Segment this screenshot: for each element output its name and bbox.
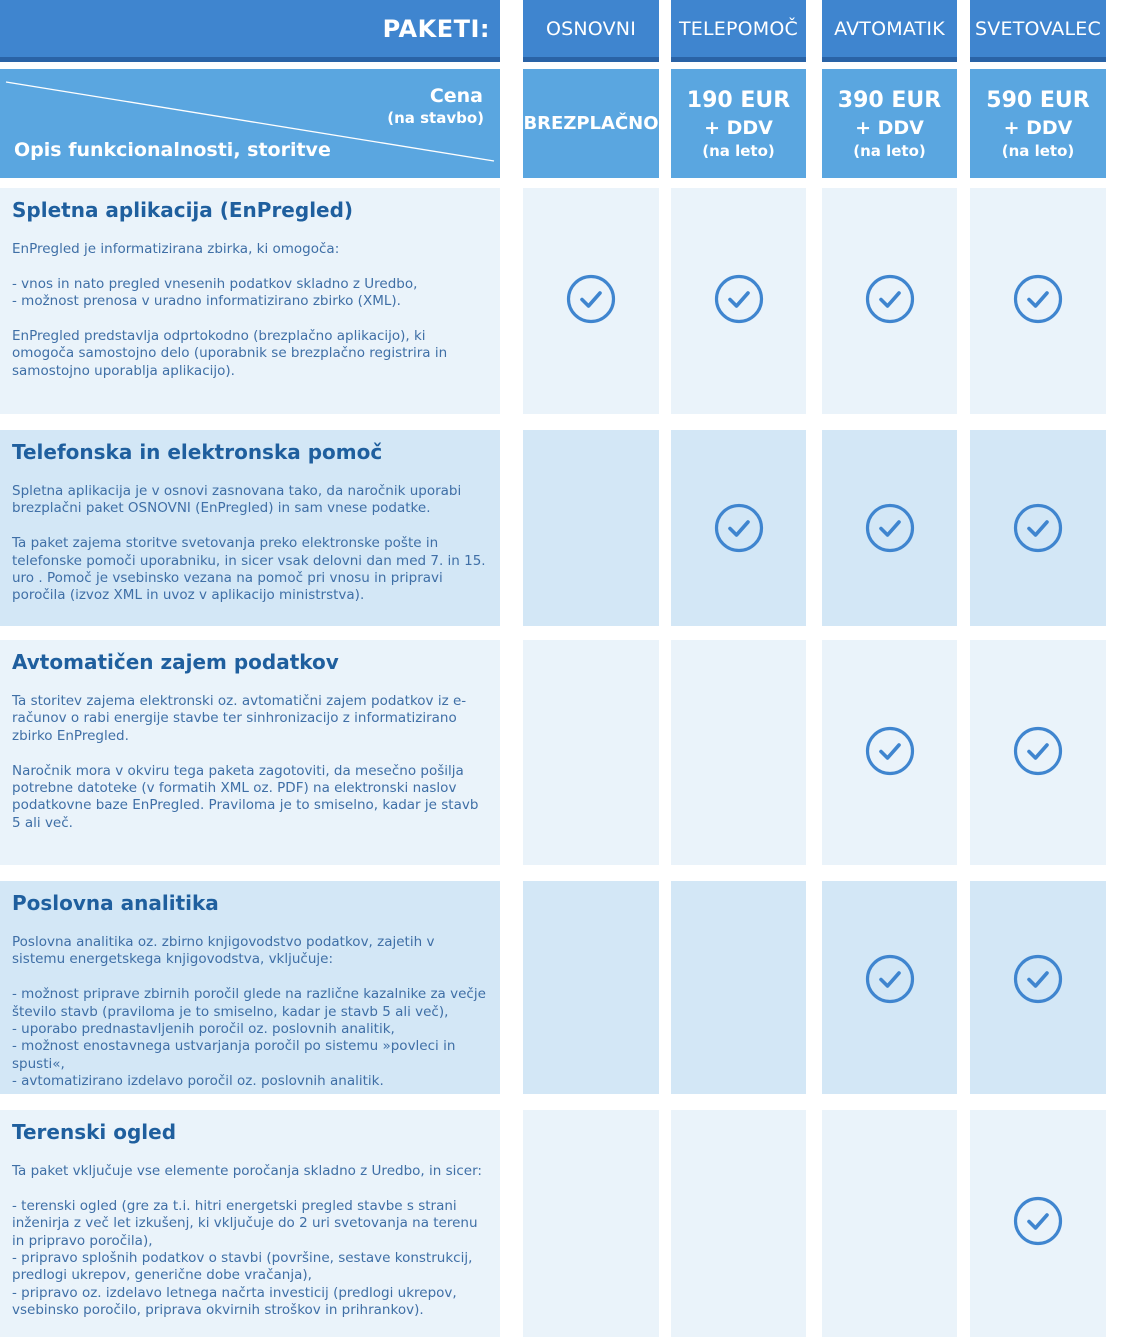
price-amount: 590 EUR <box>986 87 1090 113</box>
price-cell <box>523 69 659 178</box>
price-period: (na leto) <box>1001 141 1075 160</box>
feature-description <box>0 430 500 626</box>
feature-cell <box>822 640 957 865</box>
cena-label: Cena <box>429 85 483 107</box>
package-header-telepomoč: TELEPOMOČ <box>671 0 806 62</box>
feature-title: Telefonska in elektronska pomoč <box>12 440 383 464</box>
cena-sub-label: (na stavbo) <box>387 109 484 127</box>
price-cell <box>671 69 806 178</box>
feature-body: EnPregled je informatizirana zbirka, ki omogoča: - vnos in nato pregled vnesenih podatkov skladno z Uredbo, - možnost prenosa v uradno informatizirano zbirko (XML). EnPregled predstavlja odprtokodno (brezplačno aplikacijo), ki omogoča samostojno delo (uporabnik se brezplačno registrira in samostojno uporablja aplikacijo). <box>12 241 448 379</box>
check-icon <box>822 954 957 1004</box>
feature-cell <box>671 640 806 865</box>
price-label-cell <box>0 69 500 178</box>
check-icon <box>523 274 659 324</box>
package-header-svetovalec: SVETOVALEC <box>970 0 1106 62</box>
feature-body: Ta storitev zajema elektronski oz. avtomatični zajem podatkov iz e-računov o rabi energije stavbe ter sinhronizacijo z informatizirano zbirko EnPregled. Naročnik mora v okviru tega paketa zagotoviti, da mesečno pošilja potrebne datoteke (v formatih XML oz. PDF) na elektronski naslov podatkovne baze EnPregled. Praviloma je to smiselno, kadar je stavb 5 ali več. <box>12 693 479 831</box>
feature-cell <box>671 1110 806 1337</box>
feature-cell <box>822 188 957 414</box>
feature-description <box>0 188 500 414</box>
check-icon <box>822 503 957 553</box>
feature-cell <box>822 1110 957 1337</box>
feature-title: Poslovna analitika <box>12 891 219 915</box>
check-icon <box>970 1196 1106 1246</box>
feature-description <box>0 881 500 1094</box>
feature-cell <box>523 188 659 414</box>
feature-cell <box>523 1110 659 1337</box>
opis-label: Opis funkcionalnosti, storitve <box>14 139 331 161</box>
feature-cell <box>671 430 806 626</box>
feature-description <box>0 1110 500 1337</box>
feature-description <box>0 640 500 865</box>
price-amount: 190 EUR <box>686 87 791 113</box>
feature-body: Poslovna analitika oz. zbirno knjigovodstvo podatkov, zajetih v sistemu energetskega knjigovodstva, vključuje: - možnost priprave zbirnih poročil glede na različne kazalnike za večje število stavb (praviloma je to smiselno, kadar je stavb 5 ali več), - uporabo prednastavljenih poročil oz. poslovnih analitik, - možnost enostavnega ustvarjanja poročil po sistemu »povleci in spusti«, - avtomatizirano izdelavo poročil oz. poslovnih analitik. <box>12 934 486 1090</box>
feature-cell <box>822 881 957 1094</box>
check-icon <box>822 274 957 324</box>
feature-cell <box>523 881 659 1094</box>
price-ddv: + DDV <box>704 116 773 139</box>
feature-cell <box>523 640 659 865</box>
check-icon <box>970 954 1106 1004</box>
feature-title: Terenski ogled <box>12 1120 177 1144</box>
price-period: (na leto) <box>853 141 926 160</box>
price-ddv: + DDV <box>1003 116 1073 139</box>
check-icon <box>671 503 806 553</box>
feature-cell <box>970 188 1106 414</box>
paketi-header: PAKETI: <box>0 0 500 62</box>
price-cell <box>822 69 957 178</box>
price-period: (na leto) <box>702 141 775 160</box>
price-amount: 390 EUR <box>837 87 942 113</box>
feature-cell <box>671 188 806 414</box>
feature-title: Spletna aplikacija (EnPregled) <box>12 198 354 222</box>
check-icon <box>970 274 1106 324</box>
feature-cell <box>970 640 1106 865</box>
feature-cell <box>822 430 957 626</box>
feature-cell <box>523 430 659 626</box>
price-cell <box>970 69 1106 178</box>
feature-body: Ta paket vključuje vse elemente poročanja skladno z Uredbo, in sicer: - terenski ogled (gre za t.i. hitri energetski pregled stavbe s strani inženirja z več let izkušenj, ki vključuje do 2 uri svetovanja na terenu in pripravo poročila), - pripravo splošnih podatkov o stavbi (površine, sestave konstrukcij, predlogi ukrepov, generične dobe vračanja), - pripravo oz. izdelavo letnega načrta investicij (predlogi ukrepov, vsebinsko poročilo, priprava okvirnih stroškov in prihrankov). <box>12 1163 482 1319</box>
price-ddv: + DDV <box>855 116 924 139</box>
check-icon <box>970 503 1106 553</box>
feature-cell <box>970 881 1106 1094</box>
check-icon <box>671 274 806 324</box>
check-icon <box>970 726 1106 776</box>
feature-body: Spletna aplikacija je v osnovi zasnovana tako, da naročnik uporabi brezplačni paket OSNOVNI (EnPregled) in sam vnese podatke. Ta paket zajema storitve svetovanja preko elektronske pošte in telefonske pomoči uporabniku, in sicer vsak delovni dan med 7. in 15. uro . Pomoč je vsebinsko vezana na pomoč pri vnosu in pripravi poročila (izvoz XML in uvoz v aplikacijo ministrstva). <box>12 483 486 604</box>
feature-cell <box>671 881 806 1094</box>
package-header-osnovni: OSNOVNI <box>523 0 659 62</box>
feature-title: Avtomatičen zajem podatkov <box>12 650 339 674</box>
feature-cell <box>970 1110 1106 1337</box>
check-icon <box>822 726 957 776</box>
feature-cell <box>970 430 1106 626</box>
price-free: BREZPLAČNO <box>523 113 659 134</box>
package-header-avtomatik: AVTOMATIK <box>822 0 957 62</box>
